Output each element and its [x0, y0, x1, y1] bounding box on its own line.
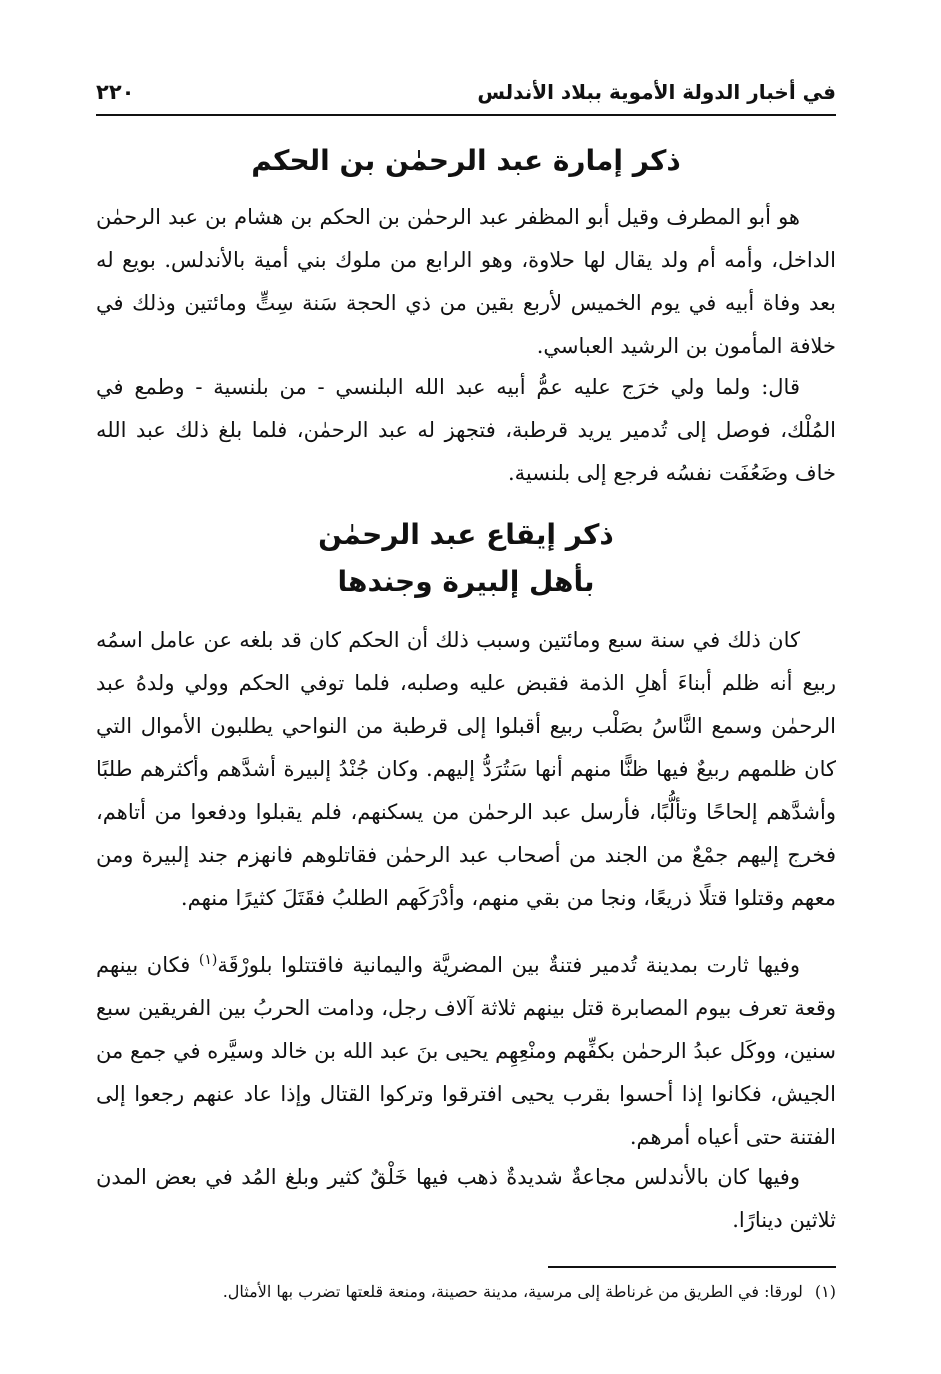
footnote: [96, 1278, 836, 1306]
footnote-reference[interactable]: (١): [198, 952, 218, 968]
paragraph-1: هو أبو المطرف وقيل أبو المظفر عبد الرحمٰن بن الحكم بن هشام بن عبد الرحمٰن الداخل، وأمه أم ولد يقال لها حلاوة، وهو الرابع من ملوك بني أمية بالأندلس. بويع له بعد وفاة أبيه في يوم الخميس لأربع بقين من ذي الحجة سَنة سِتٍّ ومائتين وذلك في خلافة المأمون بن الرشيد العباسي.: [96, 205, 836, 358]
section-heading-2-line-1: ذكر إيقاع عبد الرحمٰن: [318, 518, 614, 551]
paragraph-3: كان ذلك في سنة سبع ومائتين وسبب ذلك أن الحكم كان قد بلغه عن عامل اسمُه ربيع أنه ظلم أبناءَ أهلِ الذمة فقبض عليه وصلبه، فلما توفي الحكم وولي ولدهُ عبد الرحمٰن وسمع النَّاسُ بصَلْب ربيع أقبلوا إلى قرطبة من النواحي يطلبون الأموال التي كان ظلمهم ربيعٌ فيها ظنًّا منهم أنها سَتُرَدُّ إليهم. وكان جُنْدُ إلبيرة أشدَّهم وأكثرهم طلبًا وأشدَّهم إلحاحًا وتألُّبًا، فأرسل عبد الرحمٰن من يسكنهم، فلم يقبلوا ودفعوا من أتاهم، فخرج إليهم جمْعٌ من الجند من أصحاب عبد الرحمٰن فقاتلوهم فانهزم جند إلبيرة ومن معهم وقتلوا قتلًا ذريعًا، ونجا من بقي منهم، وأدْرَكَهم الطلبُ فقَتَلَ كثيرًا منهم.: [96, 628, 836, 910]
section-heading-1: ذكر إمارة عبد الرحمٰن بن الحكم: [251, 144, 681, 177]
footnote-marker: (١): [814, 1282, 836, 1301]
running-header: [96, 70, 836, 116]
page-number: ٢٢٠: [96, 80, 135, 104]
paragraph-2: قال: ولما ولي خرَج عليه عمُّ أبيه عبد الله البلنسي - من بلنسية - وطمع في المُلْك، فوصل إلى تُدمير يريد قرطبة، فتجهز له عبد الرحمٰن، فلما بلغ ذلك عبد الله خاف وضَعُفَت نفسُه فرجع إلى بلنسية.: [96, 375, 836, 485]
footnote-text: لورقا: في الطريق من غرناطة إلى مرسية، مدينة حصينة، ومنعة قلعتها تضرب بها الأمثال.: [222, 1282, 803, 1301]
section-heading-2-line-2: بأهل إلبيرة وجندها: [337, 565, 595, 598]
paragraph-4: [96, 944, 836, 1159]
paragraph-5: وفيها كان بالأندلس مجاعةٌ شديدةٌ ذهب فيها خَلْقٌ كثير وبلغ المُد في بعض المدن ثلاثين دينارًا.: [96, 1165, 836, 1232]
paragraph-4-part-2: فكان بينهم وقعة تعرف بيوم المصابرة قتل بينهم ثلاثة آلاف رجل، ودامت الحربُ بين الفريقين سبع سنين، ووكَل عبدُ الرحمٰن بكفِّهم ومنْعِهِم يحيى بنَ عبد الله بن خالد وسيَّره في جمع من الجيش، فكانوا إذا أحسوا بقرب يحيى افترقوا وتركوا القتال وإذا عاد عنهم رجعوا إلى الفتنة حتى أعياه أمرهم.: [96, 953, 837, 1149]
paragraph-4-part-1: وفيها ثارت بمدينة تُدمير فتنةٌ بين المضريَّة واليمانية فاقتتلوا بلورْقَة: [217, 953, 800, 977]
footnote-divider: [548, 1266, 836, 1268]
running-title: في أخبار الدولة الأموية ببلاد الأندلس: [477, 80, 836, 104]
